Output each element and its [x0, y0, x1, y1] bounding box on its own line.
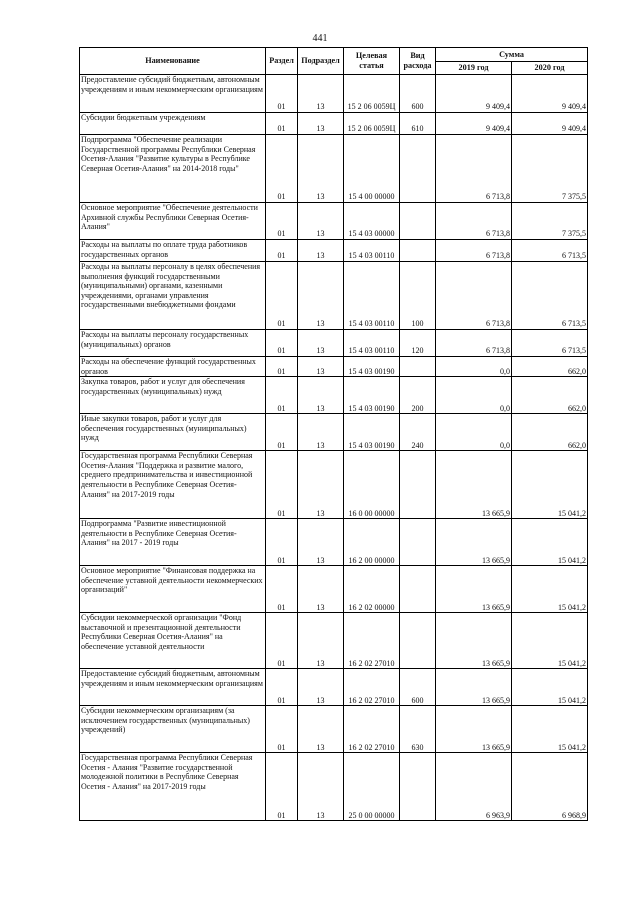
- header-year-2019: 2019 год: [436, 62, 512, 75]
- cell-sum-2019: 9 409,4: [436, 113, 512, 135]
- table-row: [80, 414, 588, 451]
- header-target-line1: Целевая: [355, 51, 388, 61]
- cell-sum-2020: 6 713,5: [512, 262, 588, 330]
- cell-name: Субсидии некоммерческим организациям (за исключением государственных (муниципальных) учреждений): [80, 706, 266, 753]
- cell-name: Субсидии бюджетным учреждениям: [80, 113, 266, 135]
- cell-section: 01: [266, 566, 298, 613]
- table-row: [80, 753, 588, 821]
- cell-name: Основное мероприятие "Финансовая поддержка на обеспечение уставной деятельности некоммерческих организаций": [80, 566, 266, 613]
- cell-section: 01: [266, 451, 298, 519]
- header-section: Раздел: [266, 48, 298, 75]
- cell-section: 01: [266, 203, 298, 240]
- table-row: [80, 566, 588, 613]
- cell-target-article: 25 0 00 00000: [344, 753, 400, 821]
- cell-subsection: 13: [298, 566, 344, 613]
- cell-subsection: 13: [298, 75, 344, 113]
- cell-sum-2019: 0,0: [436, 357, 512, 377]
- cell-expense-type: [400, 203, 436, 240]
- table-row: [80, 451, 588, 519]
- header-target-article: [344, 48, 400, 75]
- cell-sum-2020: 15 041,2: [512, 451, 588, 519]
- cell-sum-2020: 15 041,2: [512, 613, 588, 669]
- cell-name: Расходы на обеспечение функций государственных органов: [80, 357, 266, 377]
- cell-sum-2020: 9 409,4: [512, 75, 588, 113]
- cell-subsection: 13: [298, 113, 344, 135]
- cell-expense-type: 600: [400, 669, 436, 706]
- cell-expense-type: 100: [400, 262, 436, 330]
- table-body: [80, 75, 588, 821]
- cell-sum-2020: 7 375,5: [512, 135, 588, 203]
- cell-sum-2019: 0,0: [436, 377, 512, 414]
- cell-expense-type: 120: [400, 330, 436, 357]
- cell-expense-type: 240: [400, 414, 436, 451]
- cell-sum-2019: 13 665,9: [436, 451, 512, 519]
- cell-target-article: 16 2 02 27010: [344, 706, 400, 753]
- cell-target-article: 16 0 00 00000: [344, 451, 400, 519]
- cell-section: 01: [266, 113, 298, 135]
- cell-sum-2020: 662,0: [512, 357, 588, 377]
- cell-sum-2019: 0,0: [436, 414, 512, 451]
- cell-subsection: 13: [298, 240, 344, 262]
- cell-target-article: 15 4 03 00190: [344, 377, 400, 414]
- table-row: [80, 613, 588, 669]
- cell-sum-2019: 6 713,8: [436, 330, 512, 357]
- cell-name: Подпрограмма "Развитие инвестиционной деятельности в Республике Северная Осетия-Алания" на 2017 - 2019 годы: [80, 519, 266, 566]
- cell-sum-2020: 15 041,2: [512, 519, 588, 566]
- cell-section: 01: [266, 706, 298, 753]
- cell-sum-2019: 13 665,9: [436, 566, 512, 613]
- cell-sum-2020: 662,0: [512, 377, 588, 414]
- cell-sum-2019: 6 963,9: [436, 753, 512, 821]
- table-row: [80, 706, 588, 753]
- table-row: [80, 75, 588, 113]
- header-type-line2: расхода: [403, 61, 432, 70]
- table-row: [80, 240, 588, 262]
- cell-sum-2019: 13 665,9: [436, 519, 512, 566]
- cell-section: 01: [266, 414, 298, 451]
- cell-name: Закупка товаров, работ и услуг для обеспечения государственных (муниципальных) нужд: [80, 377, 266, 414]
- table-row: [80, 669, 588, 706]
- cell-expense-type: [400, 357, 436, 377]
- cell-name: Предоставление субсидий бюджетным, автономным учреждениям и иным некоммерческим организациям: [80, 669, 266, 706]
- cell-sum-2019: 6 713,8: [436, 135, 512, 203]
- cell-subsection: 13: [298, 262, 344, 330]
- cell-sum-2019: 6 713,8: [436, 203, 512, 240]
- cell-sum-2020: 15 041,2: [512, 706, 588, 753]
- cell-section: 01: [266, 519, 298, 566]
- cell-subsection: 13: [298, 613, 344, 669]
- cell-section: 01: [266, 330, 298, 357]
- cell-sum-2020: 7 375,5: [512, 203, 588, 240]
- cell-target-article: 15 4 03 00110: [344, 240, 400, 262]
- cell-subsection: 13: [298, 414, 344, 451]
- table-row: [80, 135, 588, 203]
- header-year-2020: 2020 год: [512, 62, 588, 75]
- cell-target-article: 15 4 03 00110: [344, 262, 400, 330]
- cell-target-article: 16 2 00 00000: [344, 519, 400, 566]
- cell-target-article: 16 2 02 00000: [344, 566, 400, 613]
- cell-name: Предоставление субсидий бюджетным, автономным учреждениям и иным некоммерческим организациям: [80, 75, 266, 113]
- header-subsection: Подраздел: [298, 48, 344, 75]
- cell-sum-2019: 9 409,4: [436, 75, 512, 113]
- cell-name: Расходы на выплаты персоналу государственных (муниципальных) органов: [80, 330, 266, 357]
- cell-name: Государственная программа Республики Северная Осетия - Алания "Развитие государственной молодежной политики в Республике Северная Осетия - Алания" на 2017-2019 годы: [80, 753, 266, 821]
- cell-name: Государственная программа Республики Северная Осетия-Алания "Поддержка и развитие малого, среднего предпринимательства и инвестиционной деятельности в Республике Северная Осетия-Алания" на 2017-2019 годы: [80, 451, 266, 519]
- cell-sum-2019: 13 665,9: [436, 706, 512, 753]
- cell-subsection: 13: [298, 357, 344, 377]
- cell-section: 01: [266, 262, 298, 330]
- cell-expense-type: [400, 566, 436, 613]
- cell-subsection: 13: [298, 330, 344, 357]
- cell-sum-2019: 6 713,8: [436, 262, 512, 330]
- cell-name: Иные закупки товаров, работ и услуг для обеспечения государственных (муниципальных) нужд: [80, 414, 266, 451]
- cell-target-article: 16 2 02 27010: [344, 669, 400, 706]
- cell-subsection: 13: [298, 706, 344, 753]
- cell-expense-type: 610: [400, 113, 436, 135]
- cell-target-article: 16 2 02 27010: [344, 613, 400, 669]
- cell-section: 01: [266, 135, 298, 203]
- cell-name: Подпрограмма "Обеспечение реализации Государственной программы Республики Северная Осетия-Алания "Развитие культуры в Республике Северная Осетия-Алания" на 2014-2018 годы": [80, 135, 266, 203]
- cell-target-article: 15 4 03 00110: [344, 330, 400, 357]
- cell-sum-2020: 6 968,9: [512, 753, 588, 821]
- cell-sum-2019: 13 665,9: [436, 669, 512, 706]
- cell-name: Расходы на выплаты персоналу в целях обеспечения выполнения функций государственными (муниципальными) органами, казенными учреждениями, органами управления государственными внебюджетными фондами: [80, 262, 266, 330]
- table-row: [80, 330, 588, 357]
- cell-subsection: 13: [298, 753, 344, 821]
- cell-section: 01: [266, 669, 298, 706]
- cell-sum-2020: 9 409,4: [512, 113, 588, 135]
- table-header: [80, 48, 588, 75]
- table-row: [80, 262, 588, 330]
- table-row: [80, 519, 588, 566]
- cell-target-article: 15 4 03 00190: [344, 357, 400, 377]
- cell-expense-type: 630: [400, 706, 436, 753]
- cell-section: 01: [266, 613, 298, 669]
- header-target-line2: статья: [359, 61, 384, 70]
- cell-expense-type: [400, 135, 436, 203]
- cell-sum-2019: 6 713,8: [436, 240, 512, 262]
- table-row: [80, 377, 588, 414]
- cell-target-article: 15 2 06 0059Ц: [344, 113, 400, 135]
- cell-name: Основное мероприятие "Обеспечение деятельности Архивной службы Республики Северная Осетия-Алания": [80, 203, 266, 240]
- cell-subsection: 13: [298, 669, 344, 706]
- page-number: 441: [312, 33, 328, 44]
- cell-sum-2020: 15 041,2: [512, 566, 588, 613]
- header-sum: Сумма: [436, 48, 588, 62]
- cell-subsection: 13: [298, 451, 344, 519]
- cell-sum-2020: 15 041,2: [512, 669, 588, 706]
- cell-expense-type: 200: [400, 377, 436, 414]
- cell-target-article: 15 2 06 0059Ц: [344, 75, 400, 113]
- cell-target-article: 15 4 03 00190: [344, 414, 400, 451]
- cell-expense-type: [400, 613, 436, 669]
- cell-section: 01: [266, 240, 298, 262]
- cell-sum-2020: 662,0: [512, 414, 588, 451]
- cell-name: Субсидии некоммерческой организации "Фонд выставочной и презентационной деятельности Республики Северная Осетия-Алания" на обеспечение уставной деятельности: [80, 613, 266, 669]
- cell-subsection: 13: [298, 377, 344, 414]
- table-row: [80, 357, 588, 377]
- cell-section: 01: [266, 357, 298, 377]
- cell-expense-type: [400, 240, 436, 262]
- cell-expense-type: 600: [400, 75, 436, 113]
- header-expense-type: [400, 48, 436, 75]
- cell-sum-2020: 6 713,5: [512, 240, 588, 262]
- cell-sum-2019: 13 665,9: [436, 613, 512, 669]
- budget-table: [79, 47, 588, 821]
- cell-sum-2020: 6 713,5: [512, 330, 588, 357]
- cell-subsection: 13: [298, 519, 344, 566]
- cell-expense-type: [400, 753, 436, 821]
- cell-target-article: 15 4 03 00000: [344, 203, 400, 240]
- cell-name: Расходы на выплаты по оплате труда работников государственных органов: [80, 240, 266, 262]
- cell-expense-type: [400, 519, 436, 566]
- header-name: Наименование: [80, 48, 266, 75]
- table-row: [80, 203, 588, 240]
- cell-subsection: 13: [298, 203, 344, 240]
- cell-section: 01: [266, 377, 298, 414]
- cell-subsection: 13: [298, 135, 344, 203]
- cell-expense-type: [400, 451, 436, 519]
- cell-section: 01: [266, 75, 298, 113]
- cell-section: 01: [266, 753, 298, 821]
- header-type-line1: Вид: [410, 51, 425, 61]
- table-row: [80, 113, 588, 135]
- cell-target-article: 15 4 00 00000: [344, 135, 400, 203]
